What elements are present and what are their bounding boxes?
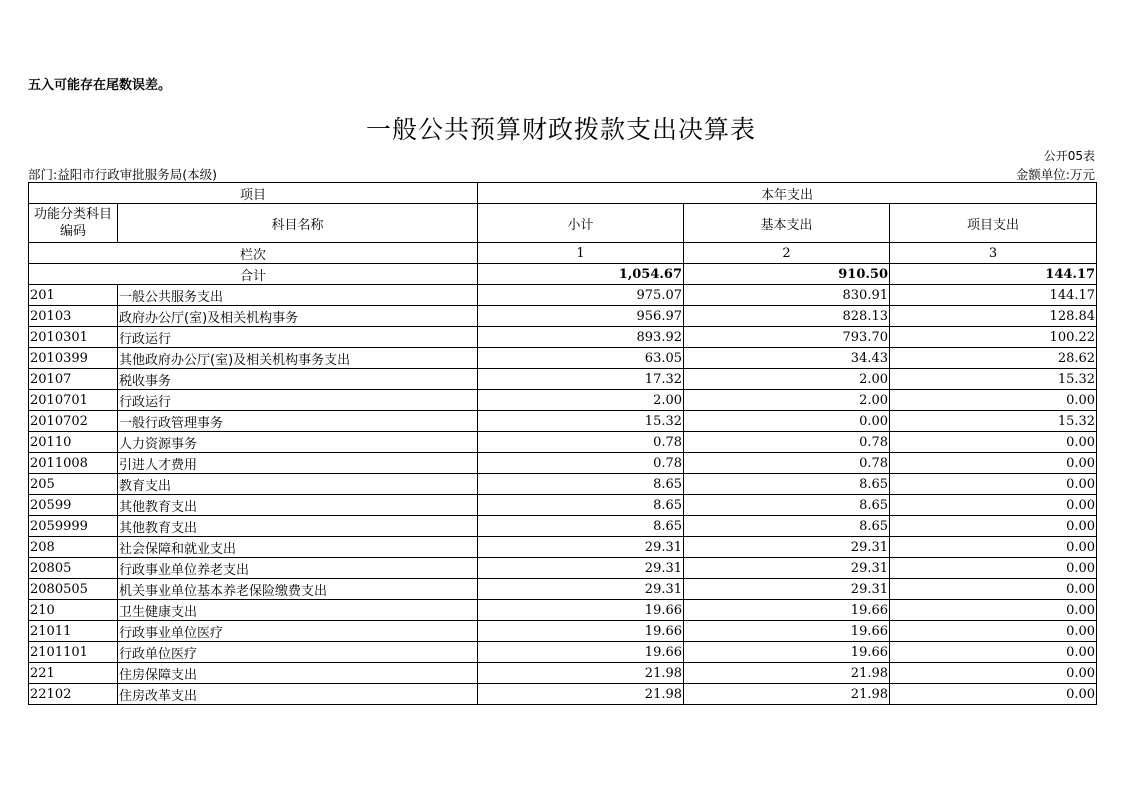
row-subject-name: 卫生健康支出 (118, 600, 478, 621)
total-basic: 910.50 (684, 264, 890, 285)
row-basic: 828.13 (684, 306, 890, 327)
department-label: 部门:益阳市行政审批服务局(本级) (28, 167, 217, 182)
row-subtotal: 956.97 (478, 306, 684, 327)
row-subject-name: 一般行政管理事务 (118, 411, 478, 432)
row-subject-name: 税收事务 (118, 369, 478, 390)
row-subtotal: 8.65 (478, 495, 684, 516)
row-code: 20103 (29, 306, 118, 327)
line-number-2: 2 (684, 243, 890, 264)
line-number-label: 栏次 (29, 243, 478, 264)
row-basic: 21.98 (684, 684, 890, 705)
row-subject-name: 行政单位医疗 (118, 642, 478, 663)
table-row (29, 663, 1097, 684)
row-basic: 0.78 (684, 453, 890, 474)
row-program: 28.62 (890, 348, 1097, 369)
header-basic: 基本支出 (684, 204, 890, 243)
row-program: 0.00 (890, 600, 1097, 621)
row-subject-name: 行政事业单位医疗 (118, 621, 478, 642)
row-subject-name: 住房改革支出 (118, 684, 478, 705)
row-subject-name: 人力资源事务 (118, 432, 478, 453)
row-basic: 19.66 (684, 621, 890, 642)
row-subject-name: 教育支出 (118, 474, 478, 495)
row-subtotal: 975.07 (478, 285, 684, 306)
row-program: 0.00 (890, 558, 1097, 579)
table-row (29, 516, 1097, 537)
row-subtotal: 29.31 (478, 579, 684, 600)
total-label: 合计 (29, 264, 478, 285)
row-subject-name: 其他政府办公厅(室)及相关机构事务支出 (118, 348, 478, 369)
row-basic: 793.70 (684, 327, 890, 348)
row-program: 15.32 (890, 411, 1097, 432)
row-code: 2010702 (29, 411, 118, 432)
header-program: 项目支出 (890, 204, 1097, 243)
row-subtotal: 0.78 (478, 432, 684, 453)
amount-unit-label: 金额单位:万元 (1015, 167, 1095, 182)
row-program: 0.00 (890, 663, 1097, 684)
table-row (29, 327, 1097, 348)
row-subtotal: 893.92 (478, 327, 684, 348)
row-code: 208 (29, 537, 118, 558)
row-subtotal: 19.66 (478, 600, 684, 621)
row-basic: 8.65 (684, 474, 890, 495)
row-code: 221 (29, 663, 118, 684)
row-program: 0.00 (890, 537, 1097, 558)
table-row (29, 579, 1097, 600)
header-subtotal: 小计 (478, 204, 684, 243)
row-program: 0.00 (890, 516, 1097, 537)
row-subject-name: 引进人才费用 (118, 453, 478, 474)
row-subtotal: 63.05 (478, 348, 684, 369)
total-subtotal: 1,054.67 (478, 264, 684, 285)
table-row (29, 621, 1097, 642)
row-basic: 29.31 (684, 558, 890, 579)
row-basic: 21.98 (684, 663, 890, 684)
row-subject-name: 住房保障支出 (118, 663, 478, 684)
row-code: 2010301 (29, 327, 118, 348)
row-basic: 29.31 (684, 537, 890, 558)
table-row (29, 642, 1097, 663)
row-subject-name: 社会保障和就业支出 (118, 537, 478, 558)
row-basic: 830.91 (684, 285, 890, 306)
table-row (29, 285, 1097, 306)
table-row (29, 369, 1097, 390)
row-program: 100.22 (890, 327, 1097, 348)
row-basic: 34.43 (684, 348, 890, 369)
table-row (29, 390, 1097, 411)
row-subject-name: 行政运行 (118, 390, 478, 411)
row-subtotal: 29.31 (478, 558, 684, 579)
row-subject-name: 行政事业单位养老支出 (118, 558, 478, 579)
row-code: 2059999 (29, 516, 118, 537)
table-row (29, 348, 1097, 369)
row-subject-name: 一般公共服务支出 (118, 285, 478, 306)
table-row (29, 432, 1097, 453)
row-program: 0.00 (890, 453, 1097, 474)
table-row (29, 684, 1097, 705)
row-program: 0.00 (890, 642, 1097, 663)
row-subtotal: 15.32 (478, 411, 684, 432)
row-subtotal: 8.65 (478, 516, 684, 537)
table-row (29, 411, 1097, 432)
row-code: 20107 (29, 369, 118, 390)
row-code: 22102 (29, 684, 118, 705)
row-program: 128.84 (890, 306, 1097, 327)
row-subject-name: 其他教育支出 (118, 516, 478, 537)
row-program: 0.00 (890, 621, 1097, 642)
header-func-code: 功能分类科目编码 (29, 204, 118, 243)
row-program: 144.17 (890, 285, 1097, 306)
row-basic: 29.31 (684, 579, 890, 600)
row-program: 0.00 (890, 474, 1097, 495)
row-program: 0.00 (890, 390, 1097, 411)
row-subtotal: 2.00 (478, 390, 684, 411)
row-code: 210 (29, 600, 118, 621)
row-code: 2010399 (29, 348, 118, 369)
row-subtotal: 17.32 (478, 369, 684, 390)
table-row (29, 474, 1097, 495)
row-basic: 8.65 (684, 495, 890, 516)
row-subject-name: 其他教育支出 (118, 495, 478, 516)
row-code: 20599 (29, 495, 118, 516)
row-subtotal: 19.66 (478, 621, 684, 642)
row-subtotal: 0.78 (478, 453, 684, 474)
form-number: 公开05表 (1043, 149, 1095, 163)
table-row (29, 537, 1097, 558)
header-current-year: 本年支出 (478, 183, 1097, 204)
row-subject-name: 行政运行 (118, 327, 478, 348)
row-basic: 2.00 (684, 369, 890, 390)
row-code: 201 (29, 285, 118, 306)
expenditure-table (28, 182, 1097, 705)
table-row (29, 453, 1097, 474)
row-basic: 19.66 (684, 600, 890, 621)
row-code: 2080505 (29, 579, 118, 600)
rounding-note: 五入可能存在尾数误差。 (28, 78, 172, 93)
row-program: 0.00 (890, 684, 1097, 705)
total-program: 144.17 (890, 264, 1097, 285)
row-subtotal: 21.98 (478, 663, 684, 684)
row-subtotal: 19.66 (478, 642, 684, 663)
row-code: 2011008 (29, 453, 118, 474)
row-program: 0.00 (890, 579, 1097, 600)
row-code: 20805 (29, 558, 118, 579)
line-number-1: 1 (478, 243, 684, 264)
row-basic: 8.65 (684, 516, 890, 537)
row-basic: 2.00 (684, 390, 890, 411)
table-row (29, 306, 1097, 327)
row-subtotal: 8.65 (478, 474, 684, 495)
row-code: 2010701 (29, 390, 118, 411)
row-program: 0.00 (890, 432, 1097, 453)
table-row (29, 558, 1097, 579)
row-basic: 0.00 (684, 411, 890, 432)
page-title: 一般公共预算财政拨款支出决算表 (365, 115, 756, 144)
table-row (29, 600, 1097, 621)
header-subject-name: 科目名称 (118, 204, 478, 243)
row-code: 205 (29, 474, 118, 495)
row-code: 2101101 (29, 642, 118, 663)
row-subject-name: 机关事业单位基本养老保险缴费支出 (118, 579, 478, 600)
row-basic: 0.78 (684, 432, 890, 453)
row-code: 21011 (29, 621, 118, 642)
row-subject-name: 政府办公厅(室)及相关机构事务 (118, 306, 478, 327)
row-program: 15.32 (890, 369, 1097, 390)
row-subtotal: 29.31 (478, 537, 684, 558)
row-program: 0.00 (890, 495, 1097, 516)
row-basic: 19.66 (684, 642, 890, 663)
header-project: 项目 (29, 183, 478, 204)
row-code: 20110 (29, 432, 118, 453)
table-row (29, 495, 1097, 516)
row-subtotal: 21.98 (478, 684, 684, 705)
line-number-3: 3 (890, 243, 1097, 264)
